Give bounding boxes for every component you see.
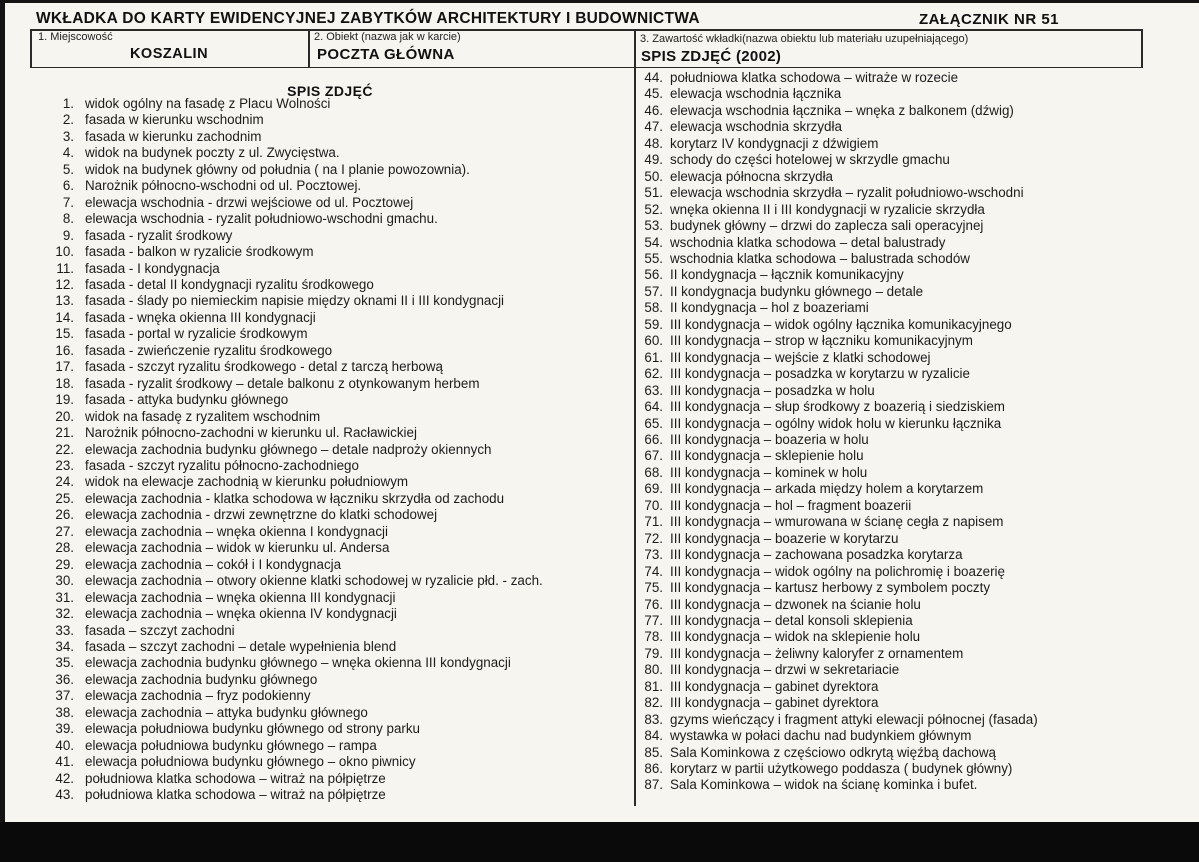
item-number: 12. <box>55 276 74 292</box>
item-text: III kondygnacja – arkada między holem a korytarzem <box>670 481 984 497</box>
item-text: fasada - detal II kondygnacji ryzalitu środkowego <box>85 276 374 292</box>
item-text: III kondygnacja – widok ogólny na polichromię i boazerię <box>670 563 1005 579</box>
list-item <box>42 639 630 655</box>
item-text: Narożnik północno-wschodni od ul. Pocztowej. <box>85 178 362 194</box>
item-number: 71. <box>644 514 663 530</box>
item-text: III kondygnacja – posadzka w korytarzu w ryzalicie <box>670 366 970 382</box>
list-item <box>638 465 1190 481</box>
field-label-obiekt: 2. Obiekt (nazwa jak w karcie) <box>314 31 461 43</box>
list-item <box>42 491 630 507</box>
item-text: III kondygnacja – dzwonek na ścianie holu <box>670 596 921 612</box>
item-number: 30. <box>55 573 74 589</box>
item-number: 3. <box>62 128 74 144</box>
list-item <box>638 416 1190 432</box>
item-text: południowa klatka schodowa – witraż na półpiętrze <box>85 770 386 786</box>
item-text: III kondygnacja – widok ogólny łącznika komunikacyjnego <box>670 316 1012 332</box>
item-number: 75. <box>644 580 663 596</box>
item-text: wystawka w połaci dachu nad budynkiem głównym <box>670 728 972 744</box>
item-text: II kondygnacja budynku głównego – detale <box>670 283 924 299</box>
list-item <box>638 152 1190 168</box>
item-number: 13. <box>55 293 74 309</box>
item-text: widok na budynek poczty z ul. Zwycięstwa. <box>85 145 340 161</box>
item-number: 20. <box>55 408 74 424</box>
item-number: 5. <box>62 161 74 177</box>
item-number: 51. <box>644 185 663 201</box>
item-number: 87. <box>644 777 663 793</box>
item-number: 74. <box>644 563 663 579</box>
item-number: 50. <box>644 168 663 184</box>
item-number: 73. <box>644 547 663 563</box>
item-number: 41. <box>55 754 74 770</box>
item-text: fasada – szczyt zachodni – detale wypełnienia blend <box>85 638 397 654</box>
table-bottom-border <box>30 67 1143 68</box>
list-item <box>638 317 1190 333</box>
item-number: 68. <box>644 464 663 480</box>
item-number: 60. <box>644 333 663 349</box>
item-number: 85. <box>644 744 663 760</box>
list-item <box>42 606 630 622</box>
item-number: 22. <box>55 441 74 457</box>
list-item <box>638 284 1190 300</box>
item-number: 33. <box>55 622 74 638</box>
list-item <box>638 564 1190 580</box>
item-number: 69. <box>644 481 663 497</box>
list-item <box>638 679 1190 695</box>
list-item <box>42 721 630 737</box>
item-number: 23. <box>55 457 74 473</box>
item-text: elewacja zachodnia – otwory okienne klatki schodowej w ryzalicie płd. - zach. <box>85 573 543 589</box>
item-text: elewacja zachodnia – wnęka okienna IV kondygnacji <box>85 606 397 622</box>
item-number: 11. <box>56 260 74 276</box>
item-number: 81. <box>644 678 663 694</box>
item-text: Narożnik północno-zachodni w kierunku ul. Racławickiej <box>85 425 417 441</box>
item-text: fasada - ślady po niemieckim napisie między oknami II i III kondygnacji <box>85 293 505 309</box>
list-item <box>42 326 630 342</box>
field-value-miejscowosc: KOSZALIN <box>129 46 209 62</box>
list-item <box>42 557 630 573</box>
list-item <box>42 178 630 194</box>
list-item <box>638 399 1190 415</box>
item-number: 35. <box>55 655 74 671</box>
table-right-border <box>1141 29 1143 67</box>
list-item <box>638 218 1190 234</box>
list-item <box>638 728 1190 744</box>
item-number: 15. <box>55 326 74 342</box>
list-item <box>42 392 630 408</box>
list-item <box>42 442 630 458</box>
item-number: 24. <box>55 474 74 490</box>
item-text: III kondygnacja – słup środkowy z boazerią i siedziskiem <box>670 399 1005 415</box>
item-number: 40. <box>55 737 74 753</box>
list-item <box>42 540 630 556</box>
item-text: południowa klatka schodowa – witraż na półpiętrze <box>85 787 386 803</box>
list-item <box>42 96 630 112</box>
item-text: fasada - wnęka okienna III kondygnacji <box>85 309 316 325</box>
list-item <box>638 629 1190 645</box>
list-item <box>42 310 630 326</box>
item-text: widok na budynek główny od południa ( na I planie powozownia). <box>85 161 470 177</box>
item-number: 54. <box>644 234 663 250</box>
item-text: III kondygnacja – wmurowana w ścianę cegła z napisem <box>670 514 1004 530</box>
item-text: elewacja wschodnia - drzwi wejściowe od ul. Pocztowej <box>85 194 414 210</box>
list-item <box>638 712 1190 728</box>
list-item <box>638 136 1190 152</box>
item-text: fasada - balkon w ryzalicie środkowym <box>85 244 314 260</box>
item-number: 72. <box>644 530 663 546</box>
item-number: 28. <box>55 540 74 556</box>
item-number: 79. <box>644 645 663 661</box>
item-text: korytarz w partii użytkowego poddasza ( budynek główny) <box>670 761 1013 777</box>
list-item <box>638 333 1190 349</box>
item-number: 6. <box>62 178 74 194</box>
item-text: III kondygnacja – żeliwny kaloryfer z ornamentem <box>670 645 964 661</box>
list-item <box>638 662 1190 678</box>
list-item <box>42 655 630 671</box>
list-item <box>638 300 1190 316</box>
item-number: 63. <box>644 382 663 398</box>
column-divider <box>634 29 636 806</box>
item-number: 58. <box>644 300 663 316</box>
item-text: elewacja zachodnia budynku głównego – wnęka okienna III kondygnacji <box>85 655 511 671</box>
list-item <box>638 267 1190 283</box>
list-item <box>42 343 630 359</box>
item-number: 47. <box>644 119 663 135</box>
item-text: III kondygnacja – widok na sklepienie holu <box>670 629 921 645</box>
list-item <box>638 70 1190 86</box>
scan-bottom-edge <box>0 822 1199 862</box>
item-number: 8. <box>62 211 74 227</box>
list-item <box>638 383 1190 399</box>
list-item <box>42 688 630 704</box>
item-text: schody do części hotelowej w skrzydle gmachu <box>670 152 950 168</box>
list-item <box>638 481 1190 497</box>
item-text: III kondygnacja – zachowana posadzka korytarza <box>670 547 963 563</box>
field-label-zawartosc: 3. Zawartość wkładki(nazwa obiektu lub materiału uzupełniającego) <box>640 33 969 45</box>
item-number: 80. <box>644 662 663 678</box>
item-number: 25. <box>55 490 74 506</box>
list-item <box>42 787 630 803</box>
item-number: 61. <box>644 349 663 365</box>
item-text: gzyms wieńczący i fragment attyki elewacji północnej (fasada) <box>670 711 1038 727</box>
item-text: elewacja zachodnia – attyka budynku głównego <box>85 704 368 720</box>
item-number: 2. <box>62 112 74 128</box>
item-text: elewacja zachodnia budynku głównego <box>85 671 318 687</box>
list-item <box>638 169 1190 185</box>
item-number: 39. <box>55 721 74 737</box>
item-text: III kondygnacja – hol – fragment boazerii <box>670 497 912 513</box>
list-item <box>42 672 630 688</box>
item-number: 52. <box>644 201 663 217</box>
list-item <box>42 458 630 474</box>
item-number: 37. <box>55 688 74 704</box>
item-number: 17. <box>55 359 74 375</box>
item-text: II kondygnacja – hol z boazeriami <box>670 300 869 316</box>
item-text: południowa klatka schodowa – witraże w rozecie <box>670 70 959 85</box>
item-text: widok ogólny na fasadę z Placu Wolności <box>85 96 331 111</box>
item-number: 65. <box>644 415 663 431</box>
item-text: budynek główny – drzwi do zaplecza sali operacyjnej <box>670 218 984 234</box>
item-text: III kondygnacja – boazeria w holu <box>670 431 869 447</box>
list-item <box>638 613 1190 629</box>
list-item <box>42 112 630 128</box>
list-item <box>42 771 630 787</box>
item-number: 82. <box>644 695 663 711</box>
item-number: 34. <box>55 638 74 654</box>
item-text: III kondygnacja – gabinet dyrektora <box>670 678 879 694</box>
item-text: III kondygnacja – gabinet dyrektora <box>670 695 879 711</box>
item-text: elewacja zachodnia budynku głównego – detale nadproży okiennych <box>85 441 492 457</box>
list-item <box>638 547 1190 563</box>
item-number: 42. <box>55 770 74 786</box>
photo-list-right-column <box>638 70 1190 794</box>
item-text: wnęka okienna II i III kondygnacji w ryzalicie skrzydła <box>670 201 985 217</box>
item-number: 48. <box>644 135 663 151</box>
item-number: 57. <box>644 283 663 299</box>
item-text: Sala Kominkowa z częściowo odkrytą więźbą dachową <box>670 744 996 760</box>
item-text: fasada – szczyt zachodni <box>85 622 235 638</box>
item-text: elewacja wschodnia skrzydła <box>670 119 842 135</box>
item-number: 84. <box>644 728 663 744</box>
item-text: fasada - ryzalit środkowy – detale balkonu z otynkowanym herbem <box>85 375 480 391</box>
item-text: wschodnia klatka schodowa – detal balustrady <box>670 234 946 250</box>
list-item <box>42 524 630 540</box>
list-item <box>638 251 1190 267</box>
item-text: III kondygnacja – strop w łączniku komunikacyjnym <box>670 333 973 349</box>
item-text: III kondygnacja – drzwi w sekretariacie <box>670 662 900 678</box>
item-number: 1. <box>62 96 74 111</box>
list-item <box>638 235 1190 251</box>
item-text: widok na elewacje zachodnią w kierunku południowym <box>85 474 409 490</box>
item-number: 78. <box>644 629 663 645</box>
list-item <box>638 185 1190 201</box>
item-number: 29. <box>55 556 74 572</box>
list-item <box>42 590 630 606</box>
item-number: 32. <box>55 606 74 622</box>
item-number: 4. <box>62 145 74 161</box>
item-text: fasada - zwieńczenie ryzalitu środkowego <box>85 342 333 358</box>
list-item <box>42 359 630 375</box>
item-number: 31. <box>55 589 74 605</box>
item-number: 55. <box>644 250 663 266</box>
list-item <box>42 211 630 227</box>
item-number: 7. <box>62 194 74 210</box>
list-item <box>638 350 1190 366</box>
item-text: fasada - ryzalit środkowy <box>85 227 233 243</box>
item-text: wschodnia klatka schodowa – balustrada schodów <box>670 250 970 266</box>
item-number: 16. <box>55 342 74 358</box>
item-text: elewacja północna skrzydła <box>670 168 834 184</box>
item-text: elewacja zachodnia – wnęka okienna III kondygnacji <box>85 589 396 605</box>
list-item <box>42 145 630 161</box>
list-item <box>638 366 1190 382</box>
item-number: 44. <box>644 70 663 85</box>
list-item <box>42 277 630 293</box>
list-item <box>42 474 630 490</box>
list-item <box>42 261 630 277</box>
item-text: Sala Kominkowa – widok na ścianę kominka i bufet. <box>670 777 978 793</box>
list-item <box>42 573 630 589</box>
item-number: 46. <box>644 102 663 118</box>
item-number: 64. <box>644 399 663 415</box>
list-item <box>42 162 630 178</box>
item-text: fasada w kierunku zachodnim <box>85 128 262 144</box>
list-item <box>638 646 1190 662</box>
item-number: 86. <box>644 761 663 777</box>
list-item <box>42 129 630 145</box>
table-top-border <box>30 29 1143 31</box>
item-text: elewacja południowa budynku głównego od strony parku <box>85 721 420 737</box>
item-number: 38. <box>55 704 74 720</box>
item-text: elewacja zachodnia – widok w kierunku ul. Andersa <box>85 540 390 556</box>
item-number: 43. <box>55 787 74 803</box>
item-text: fasada - I kondygnacja <box>85 260 220 276</box>
list-item <box>638 745 1190 761</box>
item-number: 67. <box>644 448 663 464</box>
list-item <box>638 695 1190 711</box>
item-number: 10. <box>55 244 74 260</box>
item-number: 21. <box>55 425 74 441</box>
item-number: 56. <box>644 267 663 283</box>
list-item <box>42 195 630 211</box>
list-item <box>638 514 1190 530</box>
photo-list-heading: SPIS ZDJĘĆ <box>287 83 373 99</box>
item-text: elewacja wschodnia łącznika <box>670 86 842 102</box>
item-text: widok na fasadę z ryzalitem wschodnim <box>85 408 321 424</box>
list-item <box>638 86 1190 102</box>
list-item <box>638 761 1190 777</box>
photo-list-left-column <box>42 96 630 803</box>
item-number: 19. <box>55 392 74 408</box>
item-text: III kondygnacja – kartusz herbowy z symbolem poczty <box>670 580 991 596</box>
item-text: II kondygnacja – łącznik komunikacyjny <box>670 267 904 283</box>
list-item <box>42 293 630 309</box>
item-number: 77. <box>644 612 663 628</box>
item-number: 83. <box>644 711 663 727</box>
item-text: elewacja zachodnia - klatka schodowa w łączniku skrzydła od zachodu <box>85 490 505 506</box>
field-value-obiekt: POCZTA GŁÓWNA <box>317 46 455 63</box>
list-item <box>638 777 1190 793</box>
item-text: elewacja wschodnia - ryzalit południowo-wschodni gmachu. <box>85 211 438 227</box>
item-text: fasada - szczyt ryzalitu północno-zachodniego <box>85 457 359 473</box>
table-divider-1 <box>308 29 310 67</box>
item-text: III kondygnacja – posadzka w holu <box>670 382 875 398</box>
item-text: fasada w kierunku wschodnim <box>85 112 264 128</box>
list-item <box>638 103 1190 119</box>
list-item <box>42 623 630 639</box>
item-text: elewacja zachodnia – cokół i I kondygnacja <box>85 556 342 572</box>
item-text: III kondygnacja – detal konsoli sklepienia <box>670 612 913 628</box>
field-value-zawartosc: SPIS ZDJĘĆ (2002) <box>641 48 782 65</box>
item-text: fasada - portal w ryzalicie środkowym <box>85 326 308 342</box>
item-text: elewacja zachodnia – wnęka okienna I kondygnacji <box>85 523 388 539</box>
item-number: 18. <box>55 375 74 391</box>
item-number: 14. <box>55 309 74 325</box>
list-item <box>42 754 630 770</box>
item-number: 53. <box>644 218 663 234</box>
list-item <box>42 507 630 523</box>
list-item <box>638 119 1190 135</box>
list-item <box>42 738 630 754</box>
item-number: 36. <box>55 671 74 687</box>
item-number: 45. <box>644 86 663 102</box>
annex-number: ZAŁĄCZNIK NR 51 <box>919 11 1060 28</box>
field-label-miejscowosc: 1. Miejscowość <box>38 31 113 43</box>
item-number: 66. <box>644 431 663 447</box>
item-text: fasada - attyka budynku głównego <box>85 392 289 408</box>
list-item <box>42 244 630 260</box>
item-text: elewacja południowa budynku głównego – okno piwnicy <box>85 754 416 770</box>
list-item <box>638 498 1190 514</box>
list-item <box>42 228 630 244</box>
item-number: 62. <box>644 366 663 382</box>
item-text: elewacja zachodnia – fryz podokienny <box>85 688 311 704</box>
item-number: 59. <box>644 316 663 332</box>
item-text: elewacja wschodnia łącznika – wnęka z balkonem (dźwig) <box>670 102 1014 118</box>
item-text: III kondygnacja – ogólny widok holu w kierunku łącznika <box>670 415 1002 431</box>
document-title: WKŁADKA DO KARTY EWIDENCYJNEJ ZABYTKÓW ARCHITEKTURY I BUDOWNICTWA <box>36 10 700 27</box>
item-number: 26. <box>55 507 74 523</box>
item-number: 27. <box>55 523 74 539</box>
list-item <box>42 376 630 392</box>
list-item <box>638 580 1190 596</box>
list-item <box>42 409 630 425</box>
list-item <box>638 531 1190 547</box>
list-item <box>638 432 1190 448</box>
item-number: 76. <box>644 596 663 612</box>
list-item <box>638 448 1190 464</box>
item-number: 49. <box>644 152 663 168</box>
list-item <box>42 705 630 721</box>
item-text: elewacja zachodnia - drzwi zewnętrzne do klatki schodowej <box>85 507 438 523</box>
list-item <box>42 425 630 441</box>
item-text: korytarz IV kondygnacji z dźwigiem <box>670 135 879 151</box>
item-text: elewacja wschodnia skrzydła – ryzalit południowo-wschodni <box>670 185 1024 201</box>
list-item <box>638 202 1190 218</box>
item-text: fasada - szczyt ryzalitu środkowego - detal z tarczą herbową <box>85 359 443 375</box>
item-text: III kondygnacja – kominek w holu <box>670 464 868 480</box>
item-text: III kondygnacja – wejście z klatki schodowej <box>670 349 931 365</box>
item-text: III kondygnacja – sklepienie holu <box>670 448 864 464</box>
list-item <box>638 597 1190 613</box>
item-text: elewacja południowa budynku głównego – rampa <box>85 737 377 753</box>
item-number: 70. <box>644 497 663 513</box>
item-number: 9. <box>62 227 74 243</box>
item-text: III kondygnacja – boazerie w korytarzu <box>670 530 899 546</box>
